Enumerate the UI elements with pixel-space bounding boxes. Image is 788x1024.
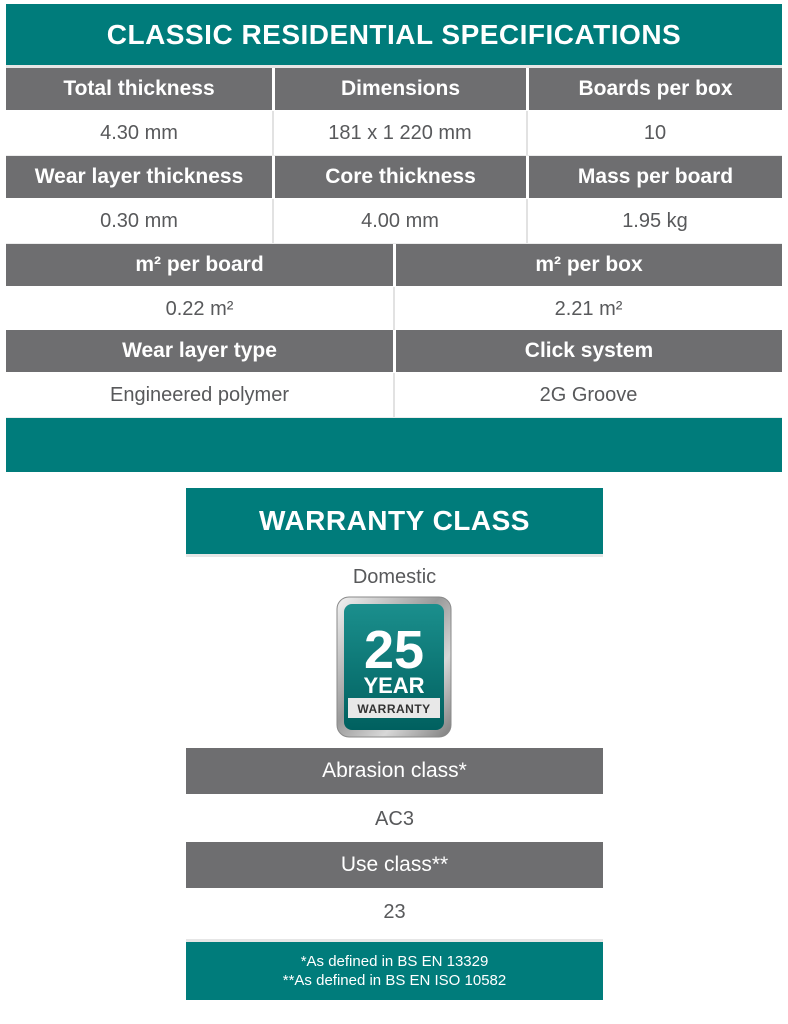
header-core-thickness: Core thickness — [272, 156, 526, 198]
spec-header-row-2 — [6, 156, 782, 198]
value-mass-per-board: 1.95 kg — [526, 199, 782, 243]
use-class-value: 23 — [383, 900, 406, 923]
spec-value-row-4 — [6, 373, 782, 418]
header-dimensions: Dimensions — [272, 68, 526, 110]
warranty-class-title: WARRANTY CLASS — [186, 488, 603, 557]
header-wear-layer-type: Wear layer type — [6, 330, 393, 372]
value-total-thickness: 4.30 mm — [6, 111, 272, 155]
footnote-1: *As defined in BS EN 13329 — [300, 953, 489, 970]
spec-header-row-3 — [6, 244, 782, 286]
badge-25-year-warranty-icon — [336, 596, 452, 738]
abrasion-class-value: AC3 — [375, 807, 414, 830]
value-m2-per-board: 0.22 m² — [6, 287, 393, 331]
spec-header-row-1 — [6, 68, 782, 110]
divider-band — [6, 418, 782, 472]
header-m2-per-board: m² per board — [6, 244, 393, 286]
spec-value-row-3 — [6, 287, 782, 332]
value-dimensions: 181 x 1 220 mm — [272, 111, 526, 155]
header-wear-layer-thickness: Wear layer thickness — [6, 156, 272, 198]
footnotes — [186, 939, 603, 1000]
spec-header-row-4 — [6, 330, 782, 372]
value-boards-per-box: 10 — [526, 111, 782, 155]
footnote-2: **As defined in BS EN ISO 10582 — [282, 972, 507, 989]
page-title: CLASSIC RESIDENTIAL SPECIFICATIONS — [6, 4, 782, 68]
abrasion-class-label: Abrasion class* — [186, 748, 603, 794]
use-class-label: Use class** — [186, 842, 603, 888]
header-m2-per-box: m² per box — [393, 244, 782, 286]
value-wear-layer-type: Engineered polymer — [6, 373, 393, 417]
value-wear-layer-thickness: 0.30 mm — [6, 199, 272, 243]
header-total-thickness: Total thickness — [6, 68, 272, 110]
value-m2-per-box: 2.21 m² — [393, 287, 782, 331]
svg-text:YEAR: YEAR — [363, 673, 425, 698]
svg-text:WARRANTY: WARRANTY — [357, 702, 431, 716]
header-mass-per-board: Mass per board — [526, 156, 782, 198]
value-click-system: 2G Groove — [393, 373, 782, 417]
svg-text:25: 25 — [363, 620, 425, 680]
header-boards-per-box: Boards per box — [526, 68, 782, 110]
value-core-thickness: 4.00 mm — [272, 199, 526, 243]
header-click-system: Click system — [393, 330, 782, 372]
warranty-type: Domestic — [352, 566, 437, 588]
spec-value-row-1 — [6, 111, 782, 156]
spec-value-row-2 — [6, 199, 782, 244]
warranty-badge — [336, 596, 452, 738]
